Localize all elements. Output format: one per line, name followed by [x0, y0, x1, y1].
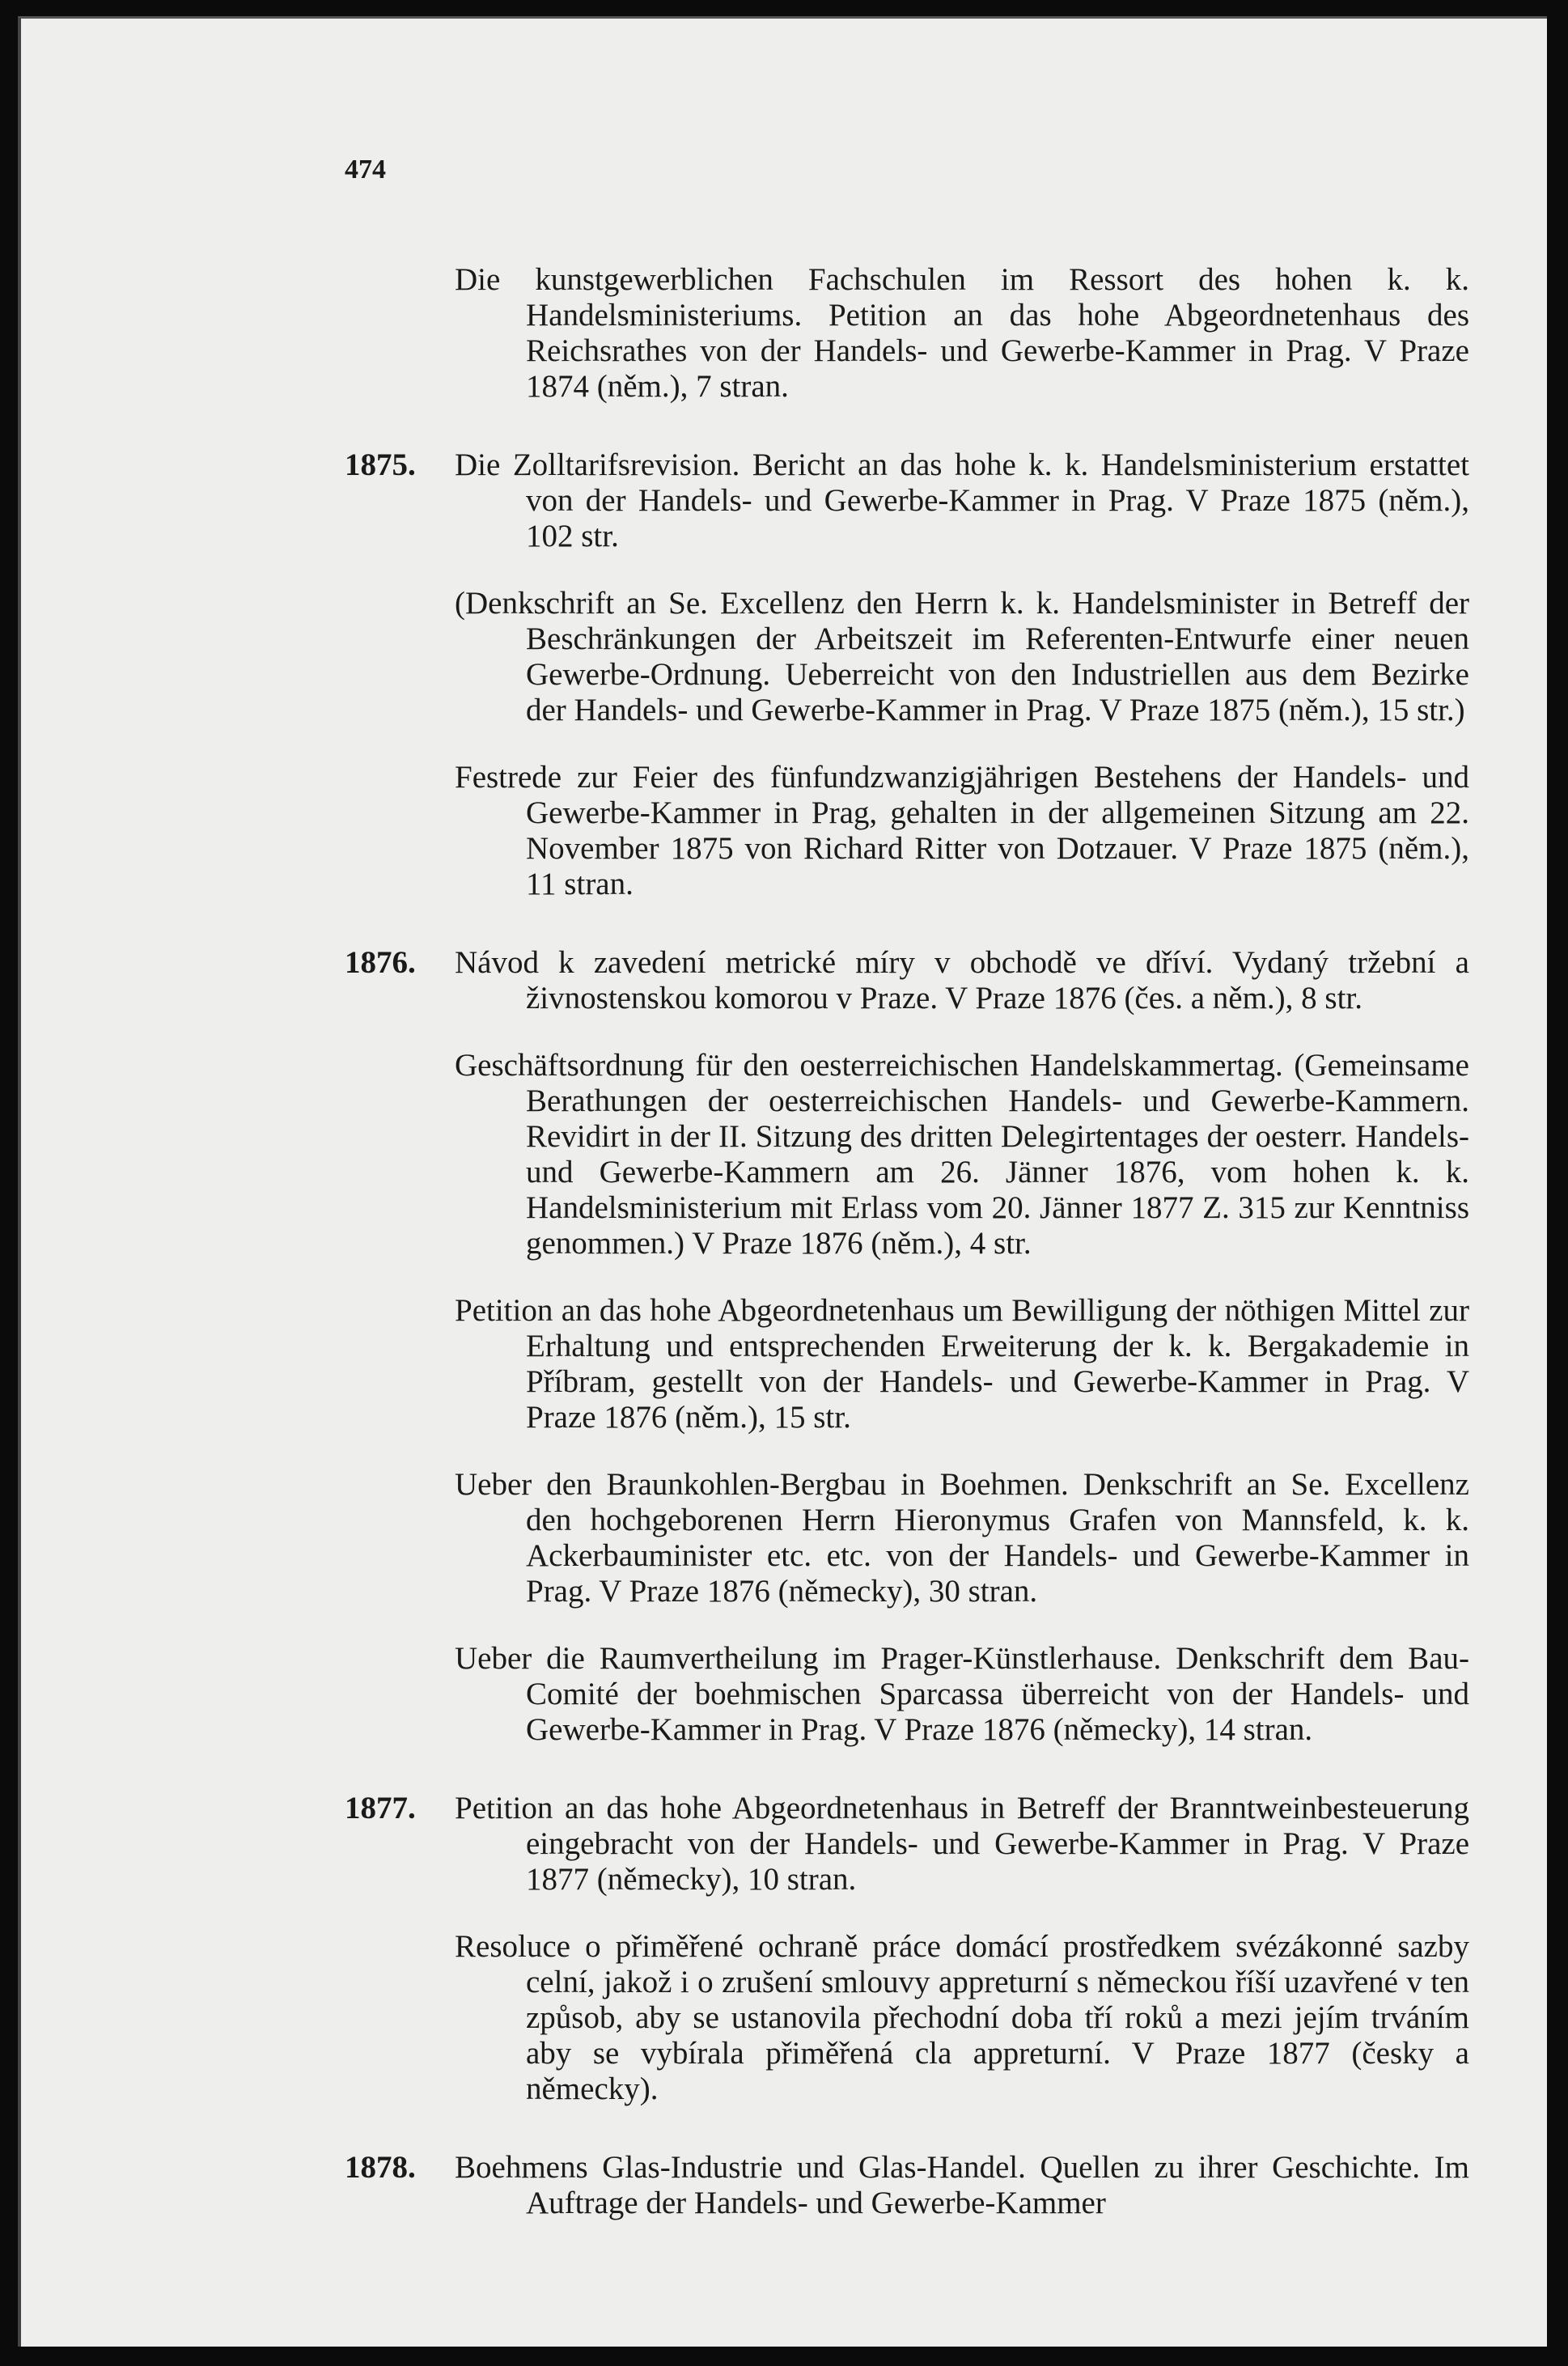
year-group-1877 — [345, 1791, 1469, 2107]
bibliography-entry: Petition an das hohe Abgeordnetenhaus in Betreff der Branntweinbesteuerung eingebracht von der Handels- und Gewerbe-Kammer in Prag. V Praze 1877 (německy), 10 stran. — [455, 1791, 1469, 1897]
bibliography-list — [345, 231, 1469, 2221]
bibliography-entry: Návod k zavedení metrické míry v obchodě ve dříví. Vydaný tržební a živnostenskou komorou v Praze. V Praze 1876 (čes. a něm.), 8 str. — [455, 945, 1469, 1016]
year-group-1878 — [345, 2150, 1469, 2221]
bibliography-entry: Festrede zur Feier des fünfundzwanzigjährigen Bestehens der Handels- und Gewerbe-Kammer in Prag, gehalten in der allgemeinen Sitzung am 22. November 1875 von Richard Ritter von Dotzauer. V Praze 1875 (něm.), 11 stran. — [455, 760, 1469, 901]
bibliography-entry: (Denkschrift an Se. Excellenz den Herrn k. k. Handelsminister in Betreff der Beschränkungen der Arbeitszeit im Referenten-Entwurfe einer neuen Gewerbe-Ordnung. Ueberreicht von den Industriellen aus dem Bezirke der Handels- und Gewerbe-Kammer in Prag. V Praze 1875 (něm.), 15 str.) — [455, 586, 1469, 727]
bibliography-entry: Boehmens Glas-Industrie und Glas-Handel. Quellen zu ihrer Geschichte. Im Auftrage der Handels- und Gewerbe-Kammer — [455, 2150, 1469, 2220]
bibliography-entry: Resoluce o přiměřené ochraně práce domácí prostředkem svézákonné sazby celní, jakož i o zrušení smlouvy appreturní s německou říší uzavřené v ten způsob, aby se ustanovila přechodní doba tří roků a mezi jejím trváním aby se vybírala přiměřená cla appreturní. V Praze 1877 (česky a německy). — [455, 1929, 1469, 2106]
bibliography-entry: Petition an das hohe Abgeordnetenhaus um Bewilligung der nöthigen Mittel zur Erhaltung und entsprechenden Erweiterung der k. k. Bergakademie in Příbram, gestellt von der Handels- und Gewerbe-Kammer in Prag. V Praze 1876 (něm.), 15 str. — [455, 1293, 1469, 1435]
year-label: 1878. — [345, 2150, 416, 2185]
bibliography-entry: Ueber die Raumvertheilung im Prager-Künstlerhause. Denkschrift dem Bau-Comité der boehmischen Sparcassa überreicht von der Handels- und Gewerbe-Kammer in Prag. V Praze 1876 (německy), 14 stran. — [455, 1641, 1469, 1747]
bibliography-entry: Geschäftsordnung für den oesterreichischen Handelskammertag. (Gemeinsame Berathungen der oesterreichischen Handels- und Gewerbe-Kammern. Revidirt in der II. Sitzung des dritten Delegirtentages der oesterr. Handels- und Gewerbe-Kammern am 26. Jänner 1876, vom hohen k. k. Handelsministerium mit Erlass vom 20. Jänner 1877 Z. 315 zur Kenntniss genommen.) V Praze 1876 (něm.), 4 str. — [455, 1048, 1469, 1261]
year-label: 1877. — [345, 1791, 416, 1825]
year-label: 1875. — [345, 447, 416, 482]
year-group-1876 — [345, 945, 1469, 1748]
bibliography-entry: Die Zolltarifsrevision. Bericht an das hohe k. k. Handelsministerium erstattet von der Handels- und Gewerbe-Kammer in Prag. V Praze 1875 (něm.), 102 str. — [455, 447, 1469, 553]
year-group-1875 — [345, 447, 1469, 902]
year-group-unlabeled — [345, 262, 1469, 405]
year-label: 1876. — [345, 945, 416, 980]
bibliography-entry: Die kunstgewerblichen Fachschulen im Ressort des hohen k. k. Handelsministeriums. Petition an das hohe Abgeordnetenhaus des Reichsrathes von der Handels- und Gewerbe-Kammer in Prag. V Praze 1874 (něm.), 7 stran. — [455, 262, 1469, 404]
bibliography-entry: Ueber den Braunkohlen-Bergbau in Boehmen. Denkschrift an Se. Excellenz den hochgeborenen Herrn Hieronymus Grafen von Mannsfeld, k. k. Ackerbauminister etc. etc. von der Handels- und Gewerbe-Kammer in Prag. V Praze 1876 (německy), 30 stran. — [455, 1467, 1469, 1609]
page-number: 474 — [345, 155, 386, 184]
document-page — [18, 16, 1547, 2347]
